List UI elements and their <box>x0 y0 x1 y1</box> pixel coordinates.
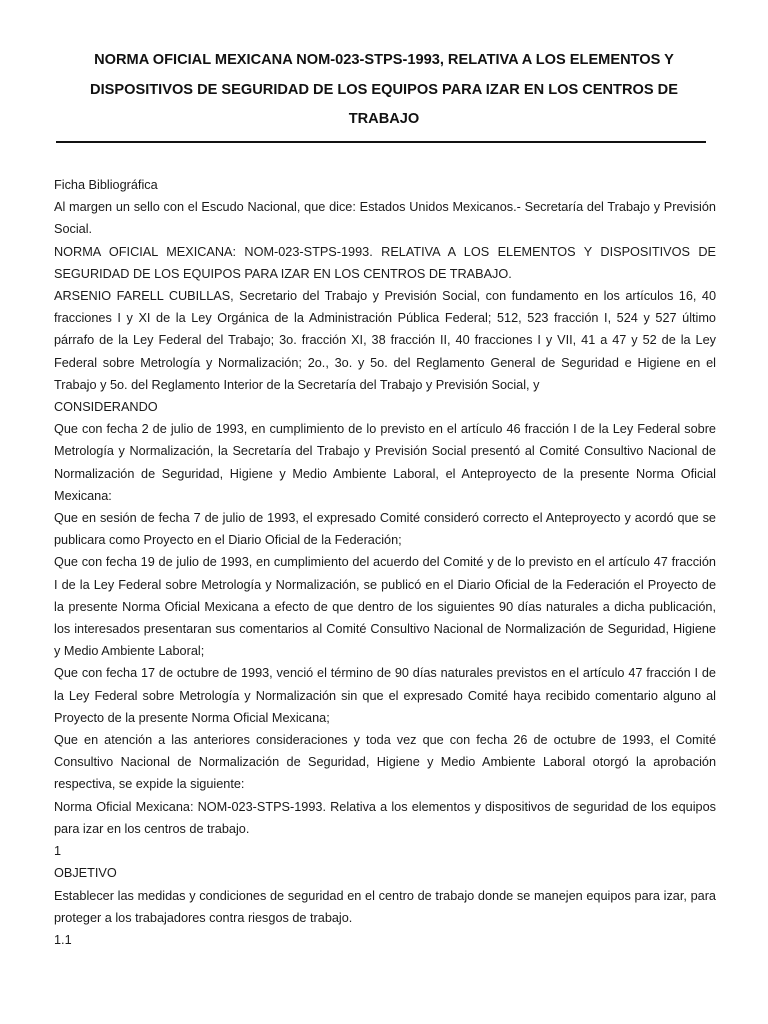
paragraph-fecha-19-julio: Que con fecha 19 de julio de 1993, en cumplimiento del acuerdo del Comité y de lo previsto en el artículo 47 fracción I de la Ley Federal sobre Metrología y Normalización, se publicó en el Diario Oficial de la Federación el Proyecto de la presente Norma Oficial Mexicana a efecto de que dentro de los siguientes 90 días naturales a dicha publicación, los interesados presentaran sus comentarios al Comité Consultivo Nacional de Normalización de Seguridad, Higiene y Medio Ambiente Laboral; <box>54 555 716 659</box>
paragraph-arsenio-farell: ARSENIO FARELL CUBILLAS, Secretario del Trabajo y Previsión Social, con fundamento en los artículos 16, 40 fracciones I y XI de la Ley Orgánica de la Administración Pública Federal; 512, 523 fracción I, 524 y 527 último párrafo de la Ley Federal del Trabajo; 3o. fracción XI, 38 fracción II, 40 fracciones I y VII, 41 a 47 y 52 de la Ley Federal sobre Metrología y Normalización; 2o., 3o. y 5o. del Reglamento General de Seguridad e Higiene en el Trabajo y 5o. del Reglamento Interior de la Secretaría del Trabajo y Previsión Social, y <box>54 289 716 392</box>
paragraph-norma-expedida: Norma Oficial Mexicana: NOM-023-STPS-1993. Relativa a los elementos y dispositivos de seguridad de los equipos para izar en los centros de trabajo. <box>54 799 716 836</box>
section-number-1: 1 <box>54 844 62 859</box>
section-heading-objetivo: OBJETIVO <box>54 866 117 881</box>
paragraph-fecha-2-julio: Que con fecha 2 de julio de 1993, en cumplimiento de lo previsto en el artículo 46 fracción I de la Ley Federal sobre Metrología y Normalización, la Secretaría del Trabajo y Previsión Social presentó al Comité Consultivo Nacional de Normalización de Seguridad, Higiene y Medio Ambiente Laboral, el Anteproyecto de la presente Norma Oficial Mexicana: <box>54 422 716 503</box>
document-body <box>54 174 716 951</box>
paragraph-objetivo-text: Establecer las medidas y condiciones de seguridad en el centro de trabajo donde se manejen equipos para izar, para proteger a los trabajadores contra riesgos de trabajo. <box>54 888 716 925</box>
paragraph-fecha-26-octubre: Que en atención a las anteriores consideraciones y toda vez que con fecha 26 de octubre de 1993, el Comité Consultivo Nacional de Normalización de Seguridad, Higiene y Medio Ambiente Laboral otorgó la aprobación respectiva, se expide la siguiente: <box>54 733 716 792</box>
paragraph-fecha-17-octubre: Que con fecha 17 de octubre de 1993, venció el término de 90 días naturales previstos en el artículo 47 fracción I de la Ley Federal sobre Metrología y Normalización sin que el expresado Comité haya recibido comentario alguno al Proyecto de la presente Norma Oficial Mexicana; <box>54 666 716 725</box>
title-divider <box>56 141 706 143</box>
paragraph-ficha-bibliografica: Ficha Bibliográfica <box>54 178 158 192</box>
paragraph-al-margen: Al margen un sello con el Escudo Nacional, que dice: Estados Unidos Mexicanos.- Secretaría del Trabajo y Previsión Social. <box>54 200 716 237</box>
section-number-1-1: 1.1 <box>54 932 72 947</box>
document-title: NORMA OFICIAL MEXICANA NOM-023-STPS-1993, RELATIVA A LOS ELEMENTOS Y DISPOSITIVOS DE SEGURIDAD DE LOS EQUIPOS PARA IZAR EN LOS CENTROS DE TRABAJO <box>90 52 678 127</box>
paragraph-considerando: CONSIDERANDO <box>54 400 158 415</box>
paragraph-fecha-7-julio: Que en sesión de fecha 7 de julio de 1993, el expresado Comité consideró correcto el Anteproyecto y acordó que se publicara como Proyecto en el Diario Oficial de la Federación; <box>54 511 716 548</box>
paragraph-norma-heading: NORMA OFICIAL MEXICANA: NOM-023-STPS-1993. RELATIVA A LOS ELEMENTOS Y DISPOSITIVOS DE SEGURIDAD DE LOS EQUIPOS PARA IZAR EN LOS CENTROS DE TRABAJO. <box>54 244 716 281</box>
